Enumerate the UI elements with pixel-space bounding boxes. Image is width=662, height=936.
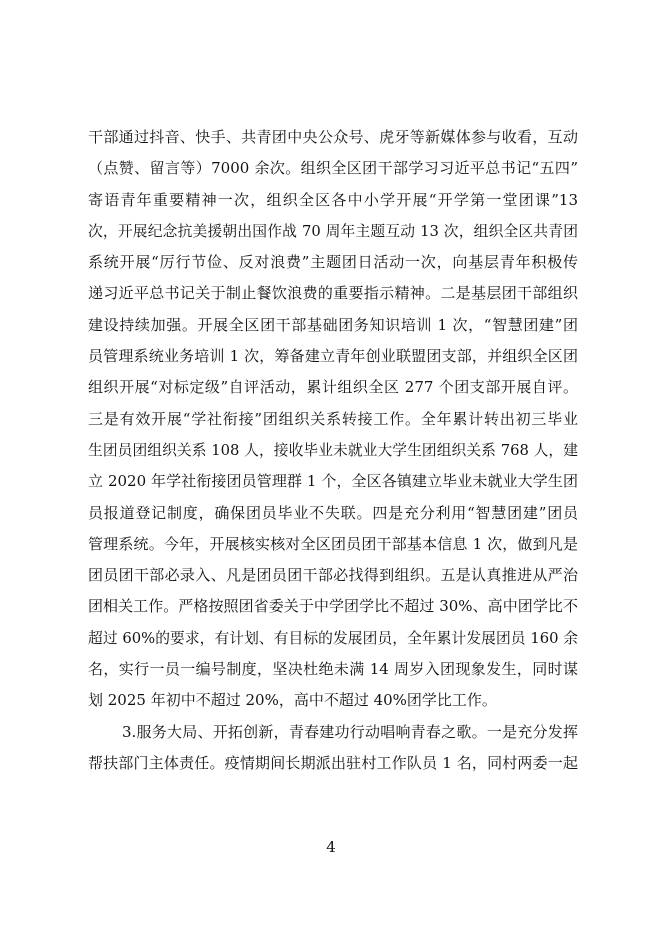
text-line: 系统开展“厉行节俭、反对浪费”主题团日活动一次，向基层青年积极传 xyxy=(88,253,578,272)
text-line: 团员团干部必录入、凡是团员团干部必找得到组织。五是认真推进从严治 xyxy=(88,566,578,585)
text-line: 超过 60%的要求，有计划、有目标的发展团员，全年累计发展团员 160 余 xyxy=(88,629,578,647)
text-line: 名，实行一员一编号制度，坚决杜绝未满 14 周岁入团现象发生，同时谋 xyxy=(88,660,578,679)
text-line-paragraph-end: 划 2025 年初中不超过 20%，高中不超过 40%团学比工作。 xyxy=(88,691,497,710)
text-line: 递习近平总书记关于制止餐饮浪费的重要指示精神。二是基层团干部组织 xyxy=(88,284,578,303)
text-line: 组织开展“对标定级”自评活动，累计组织全区 277 个团支部开展自评。 xyxy=(88,378,578,397)
text-line: 立 2020 年学社衔接团员管理群 1 个，全区各镇建立毕业未就业大学生团 xyxy=(88,472,578,491)
text-line: 三是有效开展“学社衔接”团组织关系转接工作。全年累计转出初三毕业 xyxy=(88,409,578,428)
text-line-paragraph-start: 3.服务大局、开拓创新，青春建功行动唱响青春之歌。一是充分发挥 xyxy=(122,722,578,741)
body-text xyxy=(88,122,578,779)
text-line: 团相关工作。严格按照团省委关于中学团学比不超过 30%、高中团学比不 xyxy=(88,597,578,616)
text-line: 次，开展纪念抗美援朝出国作战 70 周年主题互动 13 次，组织全区共青团 xyxy=(88,222,578,240)
text-line: 帮扶部门主体责任。疫情期间长期派出驻村工作队员 1 名，同村两委一起 xyxy=(88,753,578,772)
text-line: 干部通过抖音、快手、共青团中央公众号、虎牙等新媒体参与收看，互动 xyxy=(88,128,578,146)
text-line: 生团员团组织关系 108 人，接收毕业未就业大学生团组织关系 768 人，建 xyxy=(88,441,578,459)
text-line: （点赞、留言等）7000 余次。组织全区团干部学习习近平总书记“五四” xyxy=(88,159,578,178)
text-line: 员管理系统业务培训 1 次，筹备建立青年创业联盟团支部，并组织全区团 xyxy=(88,347,578,366)
page-number: 4 xyxy=(326,838,336,856)
text-line: 寄语青年重要精神一次，组织全区各中小学开展“开学第一堂团课”13 xyxy=(88,190,578,209)
text-line: 员报道登记制度，确保团员毕业不失联。四是充分利用“智慧团建”团员 xyxy=(88,503,578,522)
text-line: 管理系统。今年，开展核实核对全区团员团干部基本信息 1 次，做到凡是 xyxy=(88,534,578,553)
text-line: 建设持续加强。开展全区团干部基础团务知识培训 1 次，“智慧团建”团 xyxy=(88,315,578,334)
